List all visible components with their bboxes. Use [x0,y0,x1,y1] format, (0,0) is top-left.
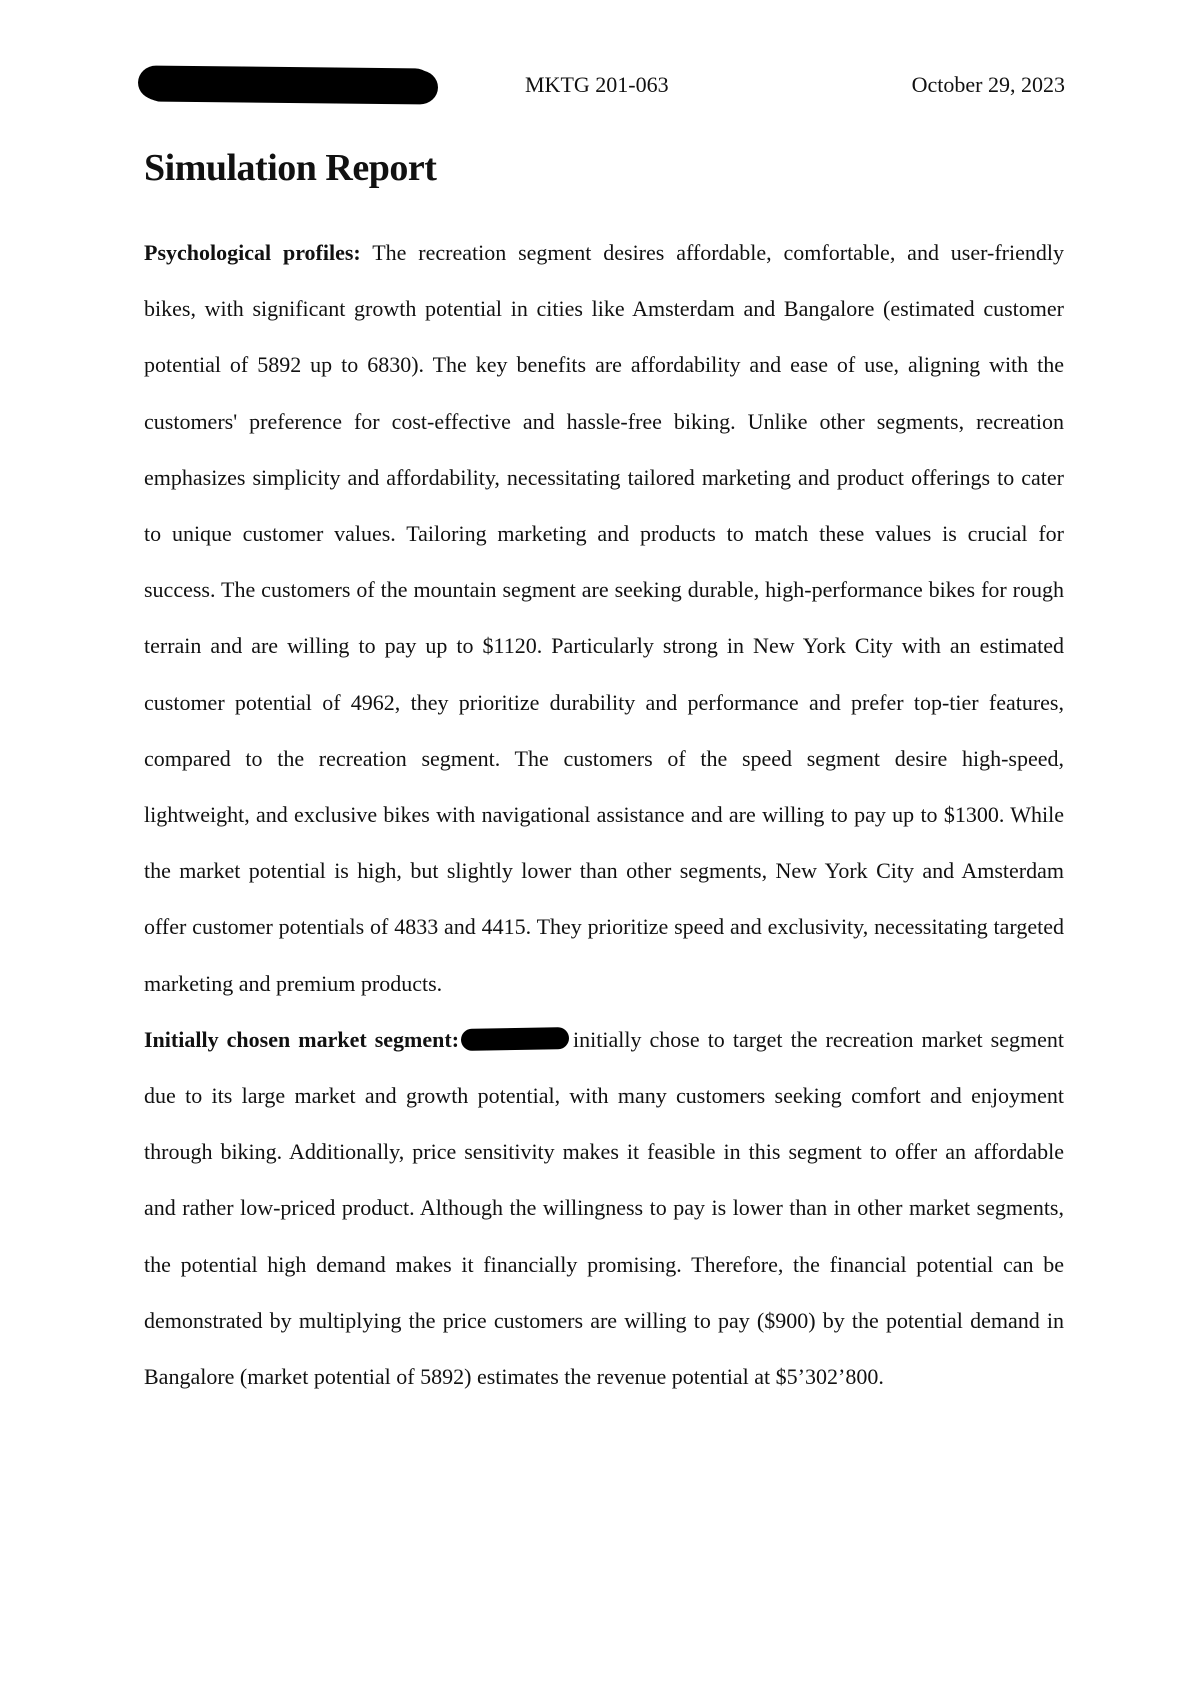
redacted-author-name [140,66,435,103]
paragraph-lead: Psychological profiles: [144,240,361,265]
redacted-company-name [461,1027,569,1051]
course-code: MKTG 201-063 [525,72,669,97]
paragraph-text: initially chose to target the recreation market segment due to its large market and growth potential, with many customers seeking comfort and enjoyment through biking. Additionally, price sensitivity makes it feasible in this segment to offer an affordable and rather low-priced product. Although the willingness to pay is lower than in other market segments, the potential high demand makes it financially promising. Therefore, the financial potential can be demonstrated by multiplying the price customers are willing to pay ($900) by the potential demand in Bangalore (market potential of 5892) estimates the revenue potential at $5’302’800. [144,1026,1064,1390]
report-title: Simulation Report [144,147,437,189]
page-header [0,68,1200,102]
paragraph-initial-segment [144,1012,1064,1405]
paragraph-lead: Initially chosen market segment: [144,1026,460,1052]
paragraph-psychological-profiles [144,225,1064,1012]
report-body [144,225,1064,1405]
paragraph-text: The recreation segment desires affordable, comfortable, and user-friendly bikes, with significant growth potential in cities like Amsterdam and Bangalore (estimated customer potential of 5892 up to 6830). The key benefits are affordability and ease of use, aligning with the customers' preference for cost-effective and hassle-free biking. Unlike other segments, recreation emphasizes simplicity and affordability, necessitating tailored marketing and product offerings to cater to unique customer values. Tailoring marketing and products to match these values is crucial for success. The customers of the mountain segment are seeking durable, high-performance bikes for rough terrain and are willing to pay up to $1120. Particularly strong in New York City with an estimated customer potential of 4962, they prioritize durability and performance and prefer top-tier features, compared to the recreation segment. The customers of the speed segment desire high-speed, lightweight, and exclusive bikes with navigational assistance and are willing to pay up to $1300. While the market potential is high, but slightly lower than other segments, New York City and Amsterdam offer customer potentials of 4833 and 4415. They prioritize speed and exclusivity, necessitating targeted marketing and premium products. [144,240,1064,996]
report-date: October 29, 2023 [911,72,1065,97]
